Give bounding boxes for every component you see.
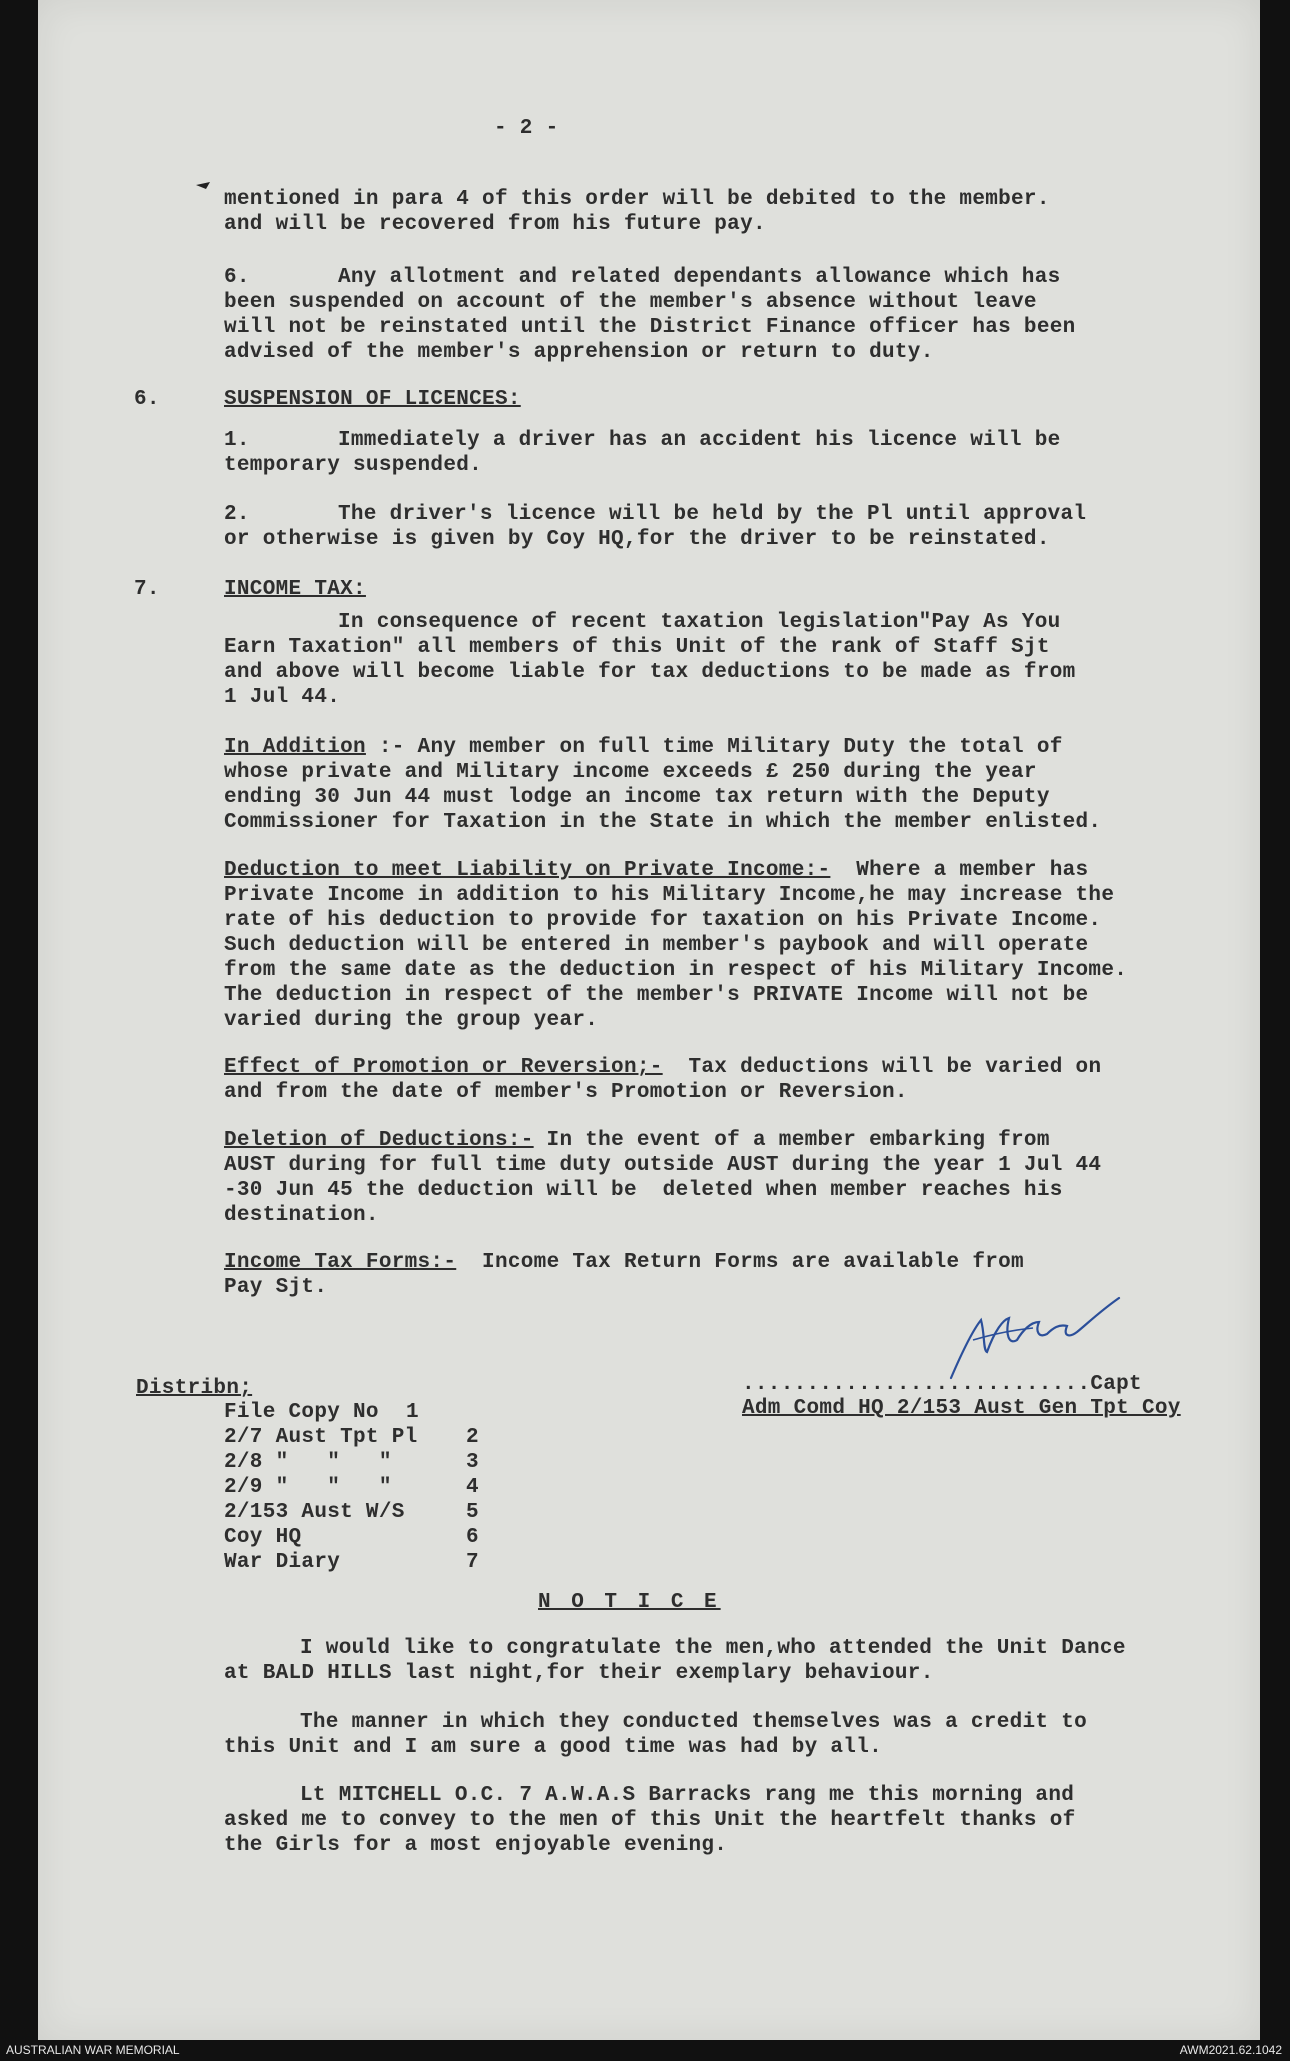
section-6-item-1-line-2: temporary suspended. (224, 454, 483, 477)
signature-dots-line: ...........................Capt (742, 1373, 1142, 1396)
section-7-heading: INCOME TAX: (224, 578, 366, 601)
forms-line-1: Income Tax Return Forms are available from (456, 1251, 1024, 1274)
notice-para-1-line-2: at BALD HILLS last night,for their exemplary behaviour. (224, 1662, 934, 1685)
document-page (38, 0, 1260, 2040)
archive-footer (0, 2040, 1290, 2061)
distribution-row-no: 6 (466, 1526, 479, 1549)
notice-para-2-line-2: this Unit and I am sure a good time was had by all. (224, 1736, 883, 1759)
distribution-row-no: 4 (466, 1476, 479, 1499)
handwritten-signature (943, 1290, 1143, 1385)
section-6-number: 6. (134, 388, 160, 411)
para-cont-line-1: mentioned in para 4 of this order will be debited to the member. (224, 188, 1050, 211)
distribution-row-name: Coy HQ (224, 1526, 302, 1549)
distribution-row-no: 3 (466, 1451, 479, 1474)
subpara-6-line-3: will not be reinstated until the District Finance officer has been (224, 316, 1076, 339)
promotion-paragraph (224, 1055, 1101, 1080)
section-7-number: 7. (134, 578, 160, 601)
distribution-row-name: 2/9 " " " (224, 1476, 392, 1499)
deduction-line-2: Private Income in addition to his Military Income,he may increase the (224, 884, 1115, 907)
in-addition-paragraph (224, 735, 1063, 760)
distribution-heading: Distribn; (136, 1377, 253, 1400)
deduction-paragraph (224, 858, 1088, 883)
section-6-item-1-number: 1. (224, 429, 250, 452)
forms-paragraph (224, 1250, 1024, 1275)
section-6-heading: SUSPENSION OF LICENCES: (224, 388, 521, 411)
distribution-row-name: War Diary (224, 1551, 341, 1574)
promotion-line-1: Tax deductions will be varied on (662, 1056, 1102, 1079)
notice-para-1-line-1: I would like to congratulate the men,who attended the Unit Dance (300, 1637, 1126, 1660)
income-tax-intro-line-1: In consequence of recent taxation legislation"Pay As You (338, 611, 1061, 634)
section-6-item-1-line-1: Immediately a driver has an accident his licence will be (338, 429, 1061, 452)
promotion-heading: Effect of Promotion or Reversion;- (224, 1056, 663, 1079)
deduction-line-3: rate of his deduction to provide for taxation on his Private Income. (224, 909, 1102, 932)
pen-mark (196, 180, 216, 192)
page-number: - 2 - (494, 117, 559, 140)
notice-para-3-line-1: Lt MITCHELL O.C. 7 A.W.A.S Barracks rang me this morning and (300, 1784, 1075, 1807)
subpara-6-number: 6. (224, 266, 250, 289)
subpara-6-line-1: Any allotment and related dependants allowance which has (338, 266, 1061, 289)
deduction-line-4: Such deduction will be entered in member's paybook and will operate (224, 934, 1089, 957)
subpara-6-line-4: advised of the member's apprehension or return to duty. (224, 341, 934, 364)
section-6-item-2-line-1: The driver's licence will be held by the Pl until approval (338, 503, 1087, 526)
deletion-paragraph (224, 1128, 1050, 1153)
distribution-row-no: 1 (406, 1401, 419, 1424)
in-addition-line-2: whose private and Military income exceeds £ 250 during the year (224, 761, 1037, 784)
notice-para-3-line-3: the Girls for a most enjoyable evening. (224, 1834, 728, 1857)
in-addition-line-3: ending 30 Jun 44 must lodge an income tax return with the Deputy (224, 786, 1050, 809)
income-tax-intro-line-2: Earn Taxation" all members of this Unit of the rank of Staff Sjt (224, 636, 1050, 659)
promotion-line-2: and from the date of member's Promotion or Reversion. (224, 1081, 908, 1104)
deduction-line-5: from the same date as the deduction in respect of his Military Income. (224, 959, 1128, 982)
deletion-line-4: destination. (224, 1204, 379, 1227)
deletion-line-3: -30 Jun 45 the deduction will be deleted when member reaches his (224, 1179, 1063, 1202)
in-addition-line-4: Commissioner for Taxation in the State in which the member enlisted. (224, 811, 1102, 834)
forms-heading: Income Tax Forms:- (224, 1251, 457, 1274)
income-tax-intro-line-3: and above will become liable for tax deductions to be made as from (224, 661, 1076, 684)
notice-para-3-line-2: asked me to convey to the men of this Unit the heartfelt thanks of (224, 1809, 1076, 1832)
income-tax-intro-line-4: 1 Jul 44. (224, 686, 341, 709)
subpara-6-line-2: been suspended on account of the member's absence without leave (224, 291, 1037, 314)
deduction-line-1: Where a member has (830, 859, 1089, 882)
distribution-row-name: 2/8 " " " (224, 1451, 392, 1474)
in-addition-line-1: :- Any member on full time Military Duty the total of (365, 736, 1063, 759)
footer-right-label: AWM2021.62.1042 (1179, 2043, 1282, 2057)
deletion-line-1: In the event of a member embarking from (533, 1129, 1050, 1152)
distribution-row-name: 2/7 Aust Tpt Pl (224, 1426, 418, 1449)
notice-para-2-line-1: The manner in which they conducted themselves was a credit to (300, 1711, 1088, 1734)
distribution-row-no: 7 (466, 1551, 479, 1574)
distribution-row-no: 2 (466, 1426, 479, 1449)
distribution-row-name: File Copy No (224, 1401, 379, 1424)
section-6-item-2-number: 2. (224, 503, 250, 526)
para-cont-line-2: and will be recovered from his future pay. (224, 213, 766, 236)
footer-left-label: AUSTRALIAN WAR MEMORIAL (6, 2043, 180, 2057)
deletion-line-2: AUST during for full time duty outside AUST during the year 1 Jul 44 (224, 1154, 1102, 1177)
deduction-line-7: varied during the group year. (224, 1009, 599, 1032)
signature-title: Adm Comd HQ 2/153 Aust Gen Tpt Coy (742, 1397, 1181, 1420)
forms-line-2: Pay Sjt. (224, 1276, 328, 1299)
distribution-row-name: 2/153 Aust W/S (224, 1501, 405, 1524)
distribution-row-no: 5 (466, 1501, 479, 1524)
notice-heading: N O T I C E (538, 1591, 721, 1614)
deletion-heading: Deletion of Deductions:- (224, 1129, 534, 1152)
deduction-heading: Deduction to meet Liability on Private Income:- (224, 859, 831, 882)
section-6-item-2-line-2: or otherwise is given by Coy HQ,for the driver to be reinstated. (224, 528, 1050, 551)
in-addition-heading: In Addition (224, 736, 366, 759)
deduction-line-6: The deduction in respect of the member's PRIVATE Income will not be (224, 984, 1089, 1007)
